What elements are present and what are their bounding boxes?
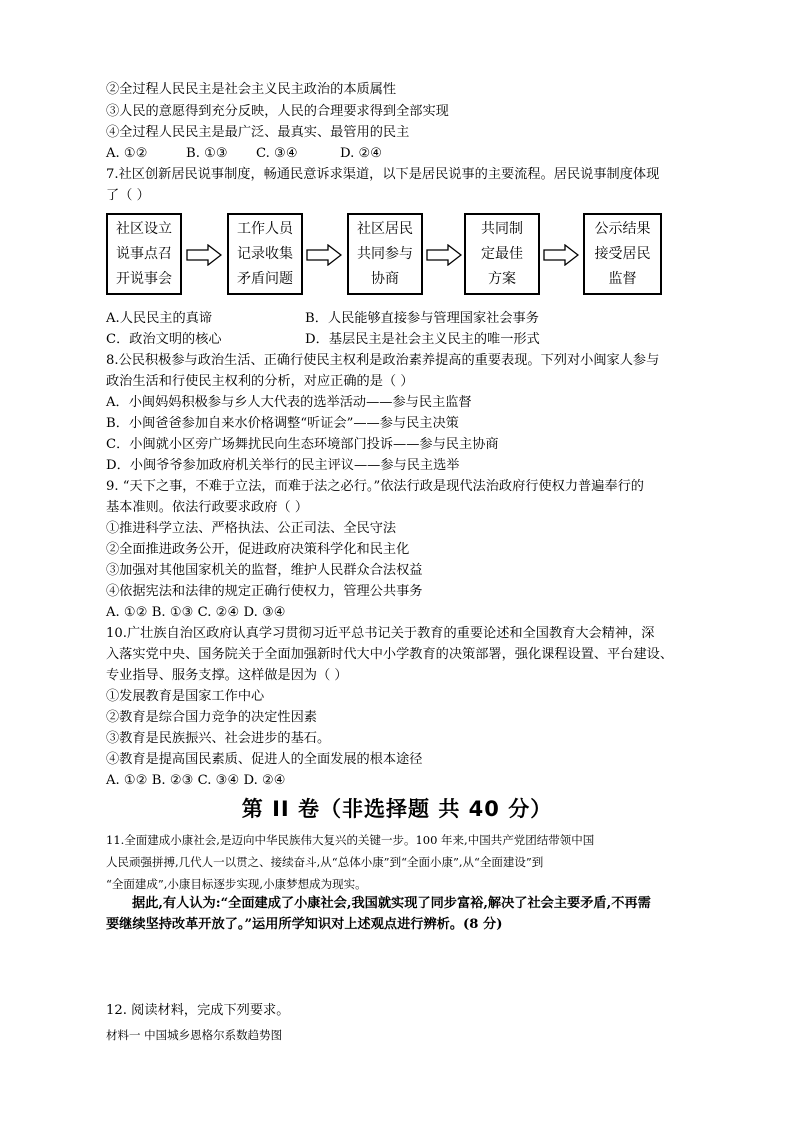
q8-option-a: A．小闽妈妈积极参与乡人大代表的选举活动——参与民主监督 (106, 395, 472, 410)
q7-stem-line2: 了（ ） (106, 188, 150, 203)
q9-option-2: ②全面推进政务公开，促进政府决策科学化和民主化 (106, 542, 410, 557)
flow-step-5: 公示结果 接受居民 监督 (583, 213, 662, 295)
q11-text-line1: 11.全面建成小康社会,是迈向中华民族伟大复兴的关键一步。100 年来,中国共产党团结带领中国 (106, 833, 595, 847)
q10-stem-line2: 入落实党中央、国务院关于全面加强新时代大中小学教育的决策部署，强化课程设置、平台建设、 (106, 647, 674, 662)
q9-option-3: ③加强对其他国家机关的监督，维护人民群众合法权益 (106, 563, 423, 578)
q11-text-line2: 人民顽强拼搏,几代人一以贯之、接续奋斗,从“总体小康”到“全面小康”,从“全面建设”到 (106, 855, 544, 869)
q7-option-c: C．政治文明的核心 (106, 332, 222, 347)
q10-option-4: ④教育是提高国民素质、促进人的全面发展的根本途径 (106, 752, 423, 767)
q10-stem-line1: 10.广壮族自治区政府认真学习贯彻习近平总书记关于教育的重要论述和全国教育大会精神，深 (106, 626, 655, 641)
flow-step-1: 社区设立 说事点召 开说事会 (106, 213, 182, 295)
q8-option-c: C．小闽就小区旁广场舞扰民向生态环境部门投诉——参与民主协商 (106, 437, 499, 452)
q6-answer-d: D. ②④ (340, 146, 383, 161)
q6-answer-c: C. ③④ (256, 146, 298, 161)
q6-option-2: ②全过程人民民主是社会主义民主政治的本质属性 (106, 82, 397, 97)
flow-arrow-icon (186, 244, 222, 266)
q6-option-3: ③人民的意愿得到充分反映，人民的合理要求得到全部实现 (106, 104, 449, 119)
q10-option-1: ①发展教育是国家工作中心 (106, 689, 265, 704)
q6-option-4: ④全过程人民民主是最广泛、最真实、最管用的民主 (106, 125, 410, 140)
section-2-heading: 第 II 卷（非选择题 共 40 分） (241, 797, 553, 821)
q9-stem-line2: 基本准则。依法行政要求政府（ ） (106, 500, 309, 515)
q6-answer-b: B. ①③ (186, 146, 228, 161)
flow-arrow-icon (306, 244, 342, 266)
q7-process-flowchart (106, 213, 666, 303)
flow-arrow-icon (543, 244, 579, 266)
q7-option-b: B．人民能够直接参与管理国家社会事务 (305, 311, 539, 326)
flow-arrow-icon (426, 244, 462, 266)
q10-option-2: ②教育是综合国力竞争的决定性因素 (106, 710, 317, 725)
flow-step-3: 社区居民 共同参与 协商 (347, 213, 423, 295)
q7-stem-line1: 7.社区创新居民说事制度，畅通民意诉求渠道，以下是居民说事的主要流程。居民说事制度体现 (106, 167, 660, 182)
q7-option-a: A.人民民主的真谛 (106, 311, 213, 326)
q10-answer-choices: A. ①② B. ②③ C. ③④ D. ②④ (106, 773, 286, 788)
q9-option-1: ①推进科学立法、严格执法、公正司法、全民守法 (106, 521, 397, 536)
q9-option-4: ④依据宪法和法律的规定正确行使权力，管理公共事务 (106, 584, 423, 599)
q11-text-line4: 据此,有人认为:“全面建成了小康社会,我国就实现了同步富裕,解决了社会主要矛盾,不再需 (132, 896, 651, 911)
q6-answer-choices (106, 145, 382, 163)
q8-option-b: B．小闽爸爸参加自来水价格调整“听证会”——参与民主决策 (106, 416, 459, 431)
q8-stem-line1: 8.公民积极参与政治生活、正确行使民主权利是政治素养提高的重要表现。下列对小闽家人参与 (106, 353, 660, 368)
q9-stem-line1: 9. “天下之事，不难于立法，而难于法之必行。”依法行政是现代法治政府行使权力普遍奉行的 (106, 479, 644, 494)
q6-answer-a: A. ①② (106, 146, 148, 161)
flow-step-4: 共同制 定最佳 方案 (464, 213, 540, 295)
q9-answer-choices: A. ①② B. ①③ C. ②④ D. ③④ (106, 605, 286, 620)
q11-text-line3: “全面建成”,小康目标逐步实现,小康梦想成为现实。 (106, 877, 367, 891)
flow-step-2: 工作人员 记录收集 矛盾问题 (227, 213, 303, 295)
q12-stem: 12. 阅读材料，完成下列要求。 (106, 1003, 290, 1018)
q12-material-title: 材料一 中国城乡恩格尔系数趋势图 (106, 1028, 283, 1042)
q11-text-line5: 要继续坚持改革开放了。”运用所学知识对上述观点进行辨析。(8 分) (106, 917, 503, 932)
q7-option-d: D．基层民主是社会主义民主的唯一形式 (305, 332, 540, 347)
q10-stem-line3: 专业指导、服务支撑。这样做是因为（ ） (106, 668, 348, 683)
q8-option-d: D．小闽爷爷参加政府机关举行的民主评议——参与民主选举 (106, 458, 460, 473)
q8-stem-line2: 政治生活和行使民主权利的分析，对应正确的是（ ） (106, 374, 414, 389)
q10-option-3: ③教育是民族振兴、社会进步的基石。 (106, 731, 331, 746)
